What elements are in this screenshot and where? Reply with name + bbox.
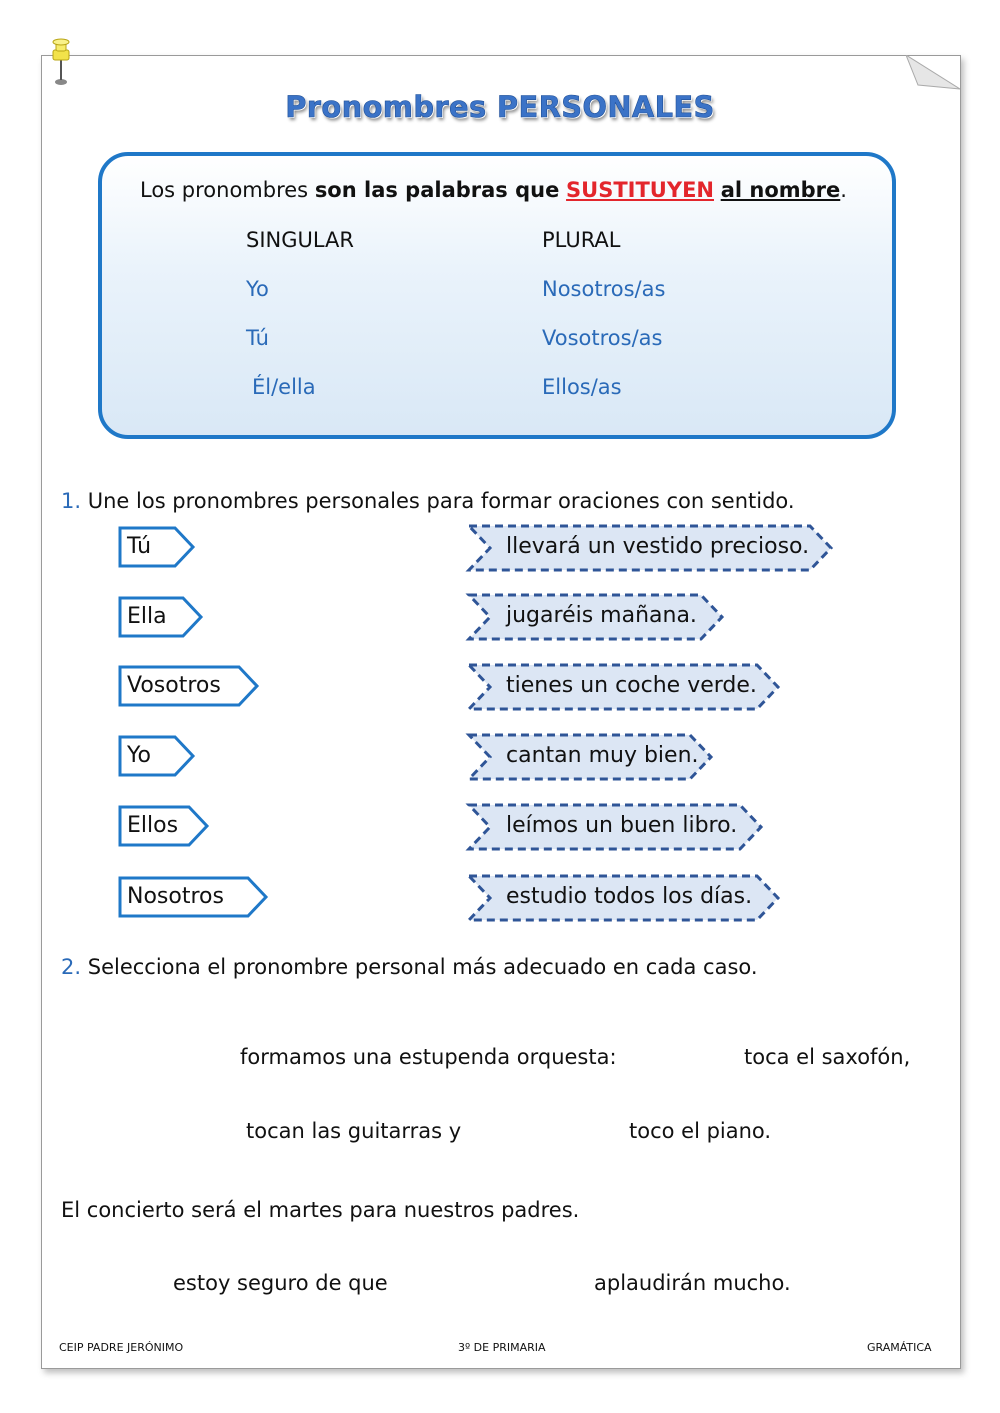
exercise2-line1-part2: toca el saxofón, — [744, 1045, 911, 1069]
ending-chip[interactable] — [468, 804, 763, 850]
pronoun-tag-ella[interactable] — [119, 597, 203, 637]
definition-keyword: SUSTITUYEN — [566, 178, 714, 202]
exercise2-number: 2. — [61, 955, 82, 979]
pronoun-tag-tu[interactable] — [119, 527, 195, 567]
pronoun-tag-label: Ellos — [127, 813, 179, 838]
ending-chip-label: leímos un buen libro. — [506, 813, 738, 838]
ending-chip-label: llevará un vestido precioso. — [506, 534, 810, 559]
pronoun-tag-label: Vosotros — [127, 673, 221, 698]
pronoun-tag-label: Ella — [127, 604, 167, 629]
exercise1-text: Une los pronombres personales para formar oraciones con sentido. — [87, 489, 795, 513]
singular-item: Él/ella — [252, 375, 316, 399]
pronoun-tag-label: Tú — [127, 534, 152, 559]
pronoun-tag-yo[interactable] — [119, 736, 195, 776]
pushpin-icon — [46, 38, 76, 88]
ending-chip[interactable] — [468, 664, 780, 710]
plural-header: PLURAL — [542, 228, 621, 252]
ending-chip-label: estudio todos los días. — [506, 884, 753, 909]
exercise2-line4-part1: estoy seguro de que — [173, 1271, 388, 1295]
ending-chip-label: cantan muy bien. — [506, 743, 699, 768]
plural-item: Vosotros/as — [542, 326, 663, 350]
exercise2-line3: El concierto será el martes para nuestros padres. — [61, 1198, 580, 1222]
exercise2-line2-part2: toco el piano. — [629, 1119, 772, 1143]
plural-item: Nosotros/as — [542, 277, 666, 301]
pronoun-tag-label: Nosotros — [127, 884, 224, 909]
pronoun-tag-vosotros[interactable] — [119, 666, 259, 706]
ending-chip[interactable] — [468, 875, 780, 921]
exercise1-number: 1. — [61, 489, 82, 513]
definition-bold-2: al nombre — [720, 178, 841, 202]
singular-header: SINGULAR — [246, 228, 355, 252]
ending-chip-label: tienes un coche verde. — [506, 673, 757, 698]
exercise2-instruction — [61, 955, 758, 979]
footer-grade: 3º DE PRIMARIA — [458, 1341, 546, 1354]
singular-item: Yo — [246, 277, 269, 301]
pronoun-tag-ellos[interactable] — [119, 806, 209, 846]
footer-subject: GRAMÁTICA — [867, 1341, 932, 1354]
pronoun-tag-nosotros[interactable] — [119, 877, 268, 917]
plural-item: Ellos/as — [542, 375, 622, 399]
exercise1-instruction — [61, 489, 795, 513]
definition-bold-1: son las palabras que — [314, 178, 560, 202]
exercise2-line1-part1: formamos una estupenda orquesta: — [240, 1045, 617, 1069]
ending-chip-label: jugaréis mañana. — [506, 603, 697, 628]
exercise2-line4-part2: aplaudirán mucho. — [594, 1271, 791, 1295]
singular-item: Tú — [246, 326, 269, 350]
page-curl-icon — [906, 55, 960, 93]
ending-chip[interactable] — [468, 525, 833, 571]
exercise2-text: Selecciona el pronombre personal más adecuado en cada caso. — [87, 955, 758, 979]
definition-intro: Los pronombres — [140, 178, 309, 202]
pronoun-tag-label: Yo — [127, 743, 151, 768]
ending-chip[interactable] — [468, 594, 724, 640]
ending-chip[interactable] — [468, 734, 713, 780]
page-title: Pronombres PERSONALES — [285, 90, 715, 124]
definition-sentence — [140, 178, 847, 202]
definition-period: . — [840, 178, 847, 202]
footer-school: CEIP PADRE JERÓNIMO — [59, 1341, 184, 1354]
exercise2-line2-part1: tocan las guitarras y — [246, 1119, 462, 1143]
